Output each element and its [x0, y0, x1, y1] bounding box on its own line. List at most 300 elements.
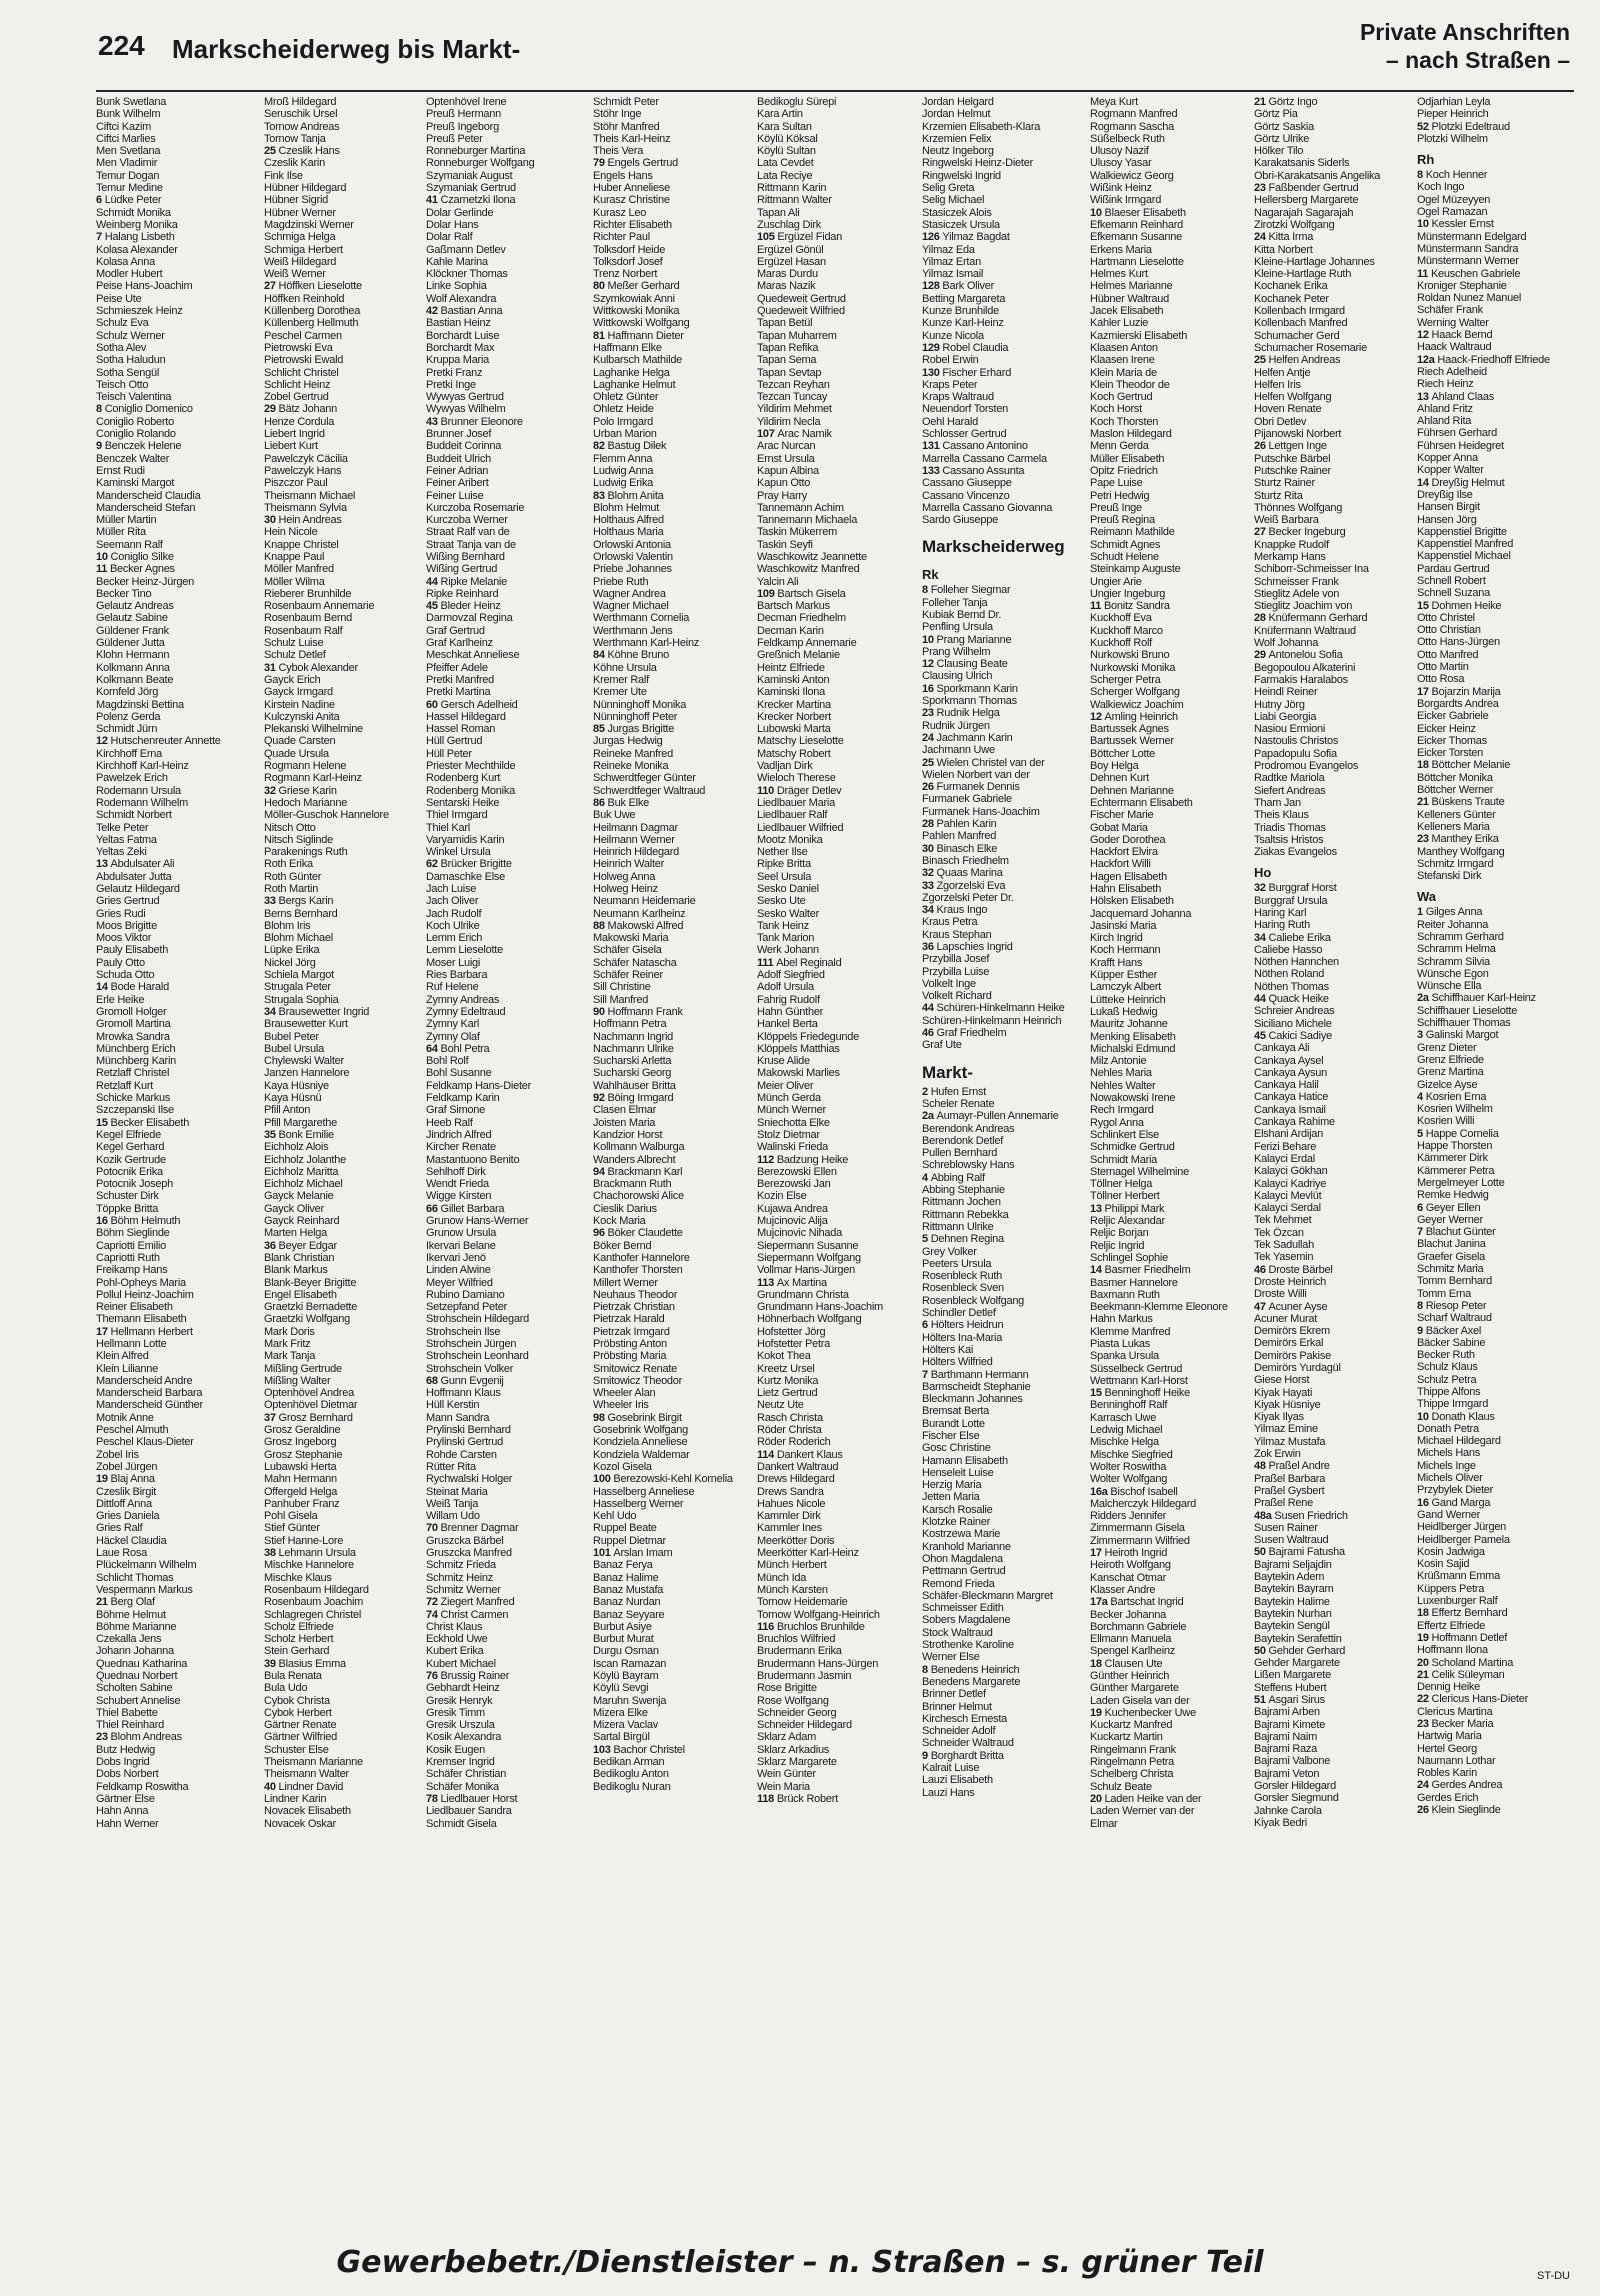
resident-entry: Lemm Lieselotte	[426, 944, 503, 957]
resident-entry: Wendt Frieda	[426, 1178, 489, 1191]
resident-entry: Rittmann Jochen	[922, 1196, 1001, 1209]
resident-entry: Kirstein Nadine	[264, 698, 335, 711]
resident-entry: Holthaus Maria	[593, 526, 664, 539]
resident-entry: Zymny Olaf	[426, 1030, 480, 1043]
resident-entry: Kircher Renate	[426, 1141, 496, 1154]
resident-entry: Drews Hildegard	[757, 1473, 835, 1486]
resident-entry: Gizelce Ayse	[1417, 1078, 1478, 1091]
resident-entry: Theismann Walter	[264, 1768, 349, 1781]
resident-entry: 17 Bojarzin Marija	[1417, 685, 1501, 698]
resident-entry: Demirörs Ekrem	[1254, 1325, 1330, 1338]
resident-entry: Yildirim Necla	[757, 415, 821, 428]
resident-entry: 23 Rudnik Helga	[922, 707, 1000, 720]
resident-entry: Kleine-Hartlage Ruth	[1254, 268, 1352, 281]
resident-entry: Kosrien Wilhelm	[1417, 1103, 1493, 1116]
resident-entry: Reimann Mathilde	[1090, 526, 1175, 539]
letter-heading: Wa	[1417, 889, 1437, 905]
resident-entry: Preuß Peter	[426, 132, 483, 145]
resident-entry: 72 Ziegert Manfred	[426, 1596, 515, 1609]
resident-entry: Ludwig Erika	[593, 477, 653, 490]
resident-entry: Kozik Gertrude	[96, 1153, 166, 1166]
resident-entry: Wahlhäuser Britta	[593, 1079, 676, 1092]
resident-entry: Mann Sandra	[426, 1411, 490, 1424]
resident-entry: Fischer Else	[922, 1429, 980, 1442]
resident-entry: Chylewski Walter	[264, 1055, 344, 1068]
resident-entry: Gayck Erich	[264, 673, 321, 686]
resident-entry: Przybilla Luise	[922, 965, 990, 978]
resident-entry: Nurkowski Monika	[1090, 661, 1176, 674]
resident-entry: Strugala Sophia	[264, 993, 339, 1006]
resident-entry: Kunze Brunhilde	[922, 305, 999, 318]
resident-entry: Hübner Hildegard	[264, 182, 347, 195]
resident-entry: Preuß Hermann	[426, 108, 502, 121]
resident-entry: Sesko Daniel	[757, 883, 819, 895]
resident-entry: Gerdes Erich	[1417, 1791, 1479, 1804]
resident-entry: Lubowski Marta	[757, 723, 831, 736]
resident-entry: Zymny Edeltraud	[426, 1005, 506, 1018]
house-number: 90	[593, 1005, 608, 1018]
resident-entry: Rogmann Helene	[264, 760, 347, 773]
resident-entry: Selig Michael	[922, 194, 985, 207]
house-number: 15	[96, 1116, 111, 1129]
house-number: 103	[593, 1743, 614, 1756]
resident-entry: Kozin Else	[757, 1190, 807, 1203]
resident-entry: Ogel Müzeyyen	[1417, 193, 1491, 206]
resident-entry: Brudermann Jasmin	[757, 1670, 852, 1682]
house-number: 116	[757, 1620, 777, 1633]
resident-entry: Dolar Ralf	[426, 231, 473, 244]
resident-entry: Kalayci Kadriye	[1254, 1177, 1327, 1190]
resident-entry: Otto Christel	[1417, 611, 1475, 624]
resident-entry: Strugala Peter	[264, 981, 331, 994]
house-number: 41	[426, 194, 441, 207]
resident-entry: 5 Happe Cornelia	[1417, 1127, 1499, 1140]
resident-entry: Hüll Kerstin	[426, 1399, 480, 1412]
resident-entry: Sotha Alev	[96, 341, 147, 354]
resident-entry: Berns Bernhard	[264, 907, 338, 920]
resident-entry: Lamczyk Albert	[1090, 981, 1162, 994]
house-number: 78	[426, 1792, 441, 1805]
resident-entry: Meerkötter Doris	[757, 1534, 835, 1547]
resident-entry: Kegel Gerhard	[96, 1141, 165, 1154]
resident-entry: 11 Keuschen Gabriele	[1417, 267, 1521, 280]
resident-entry: Stief Günter	[264, 1522, 320, 1535]
resident-entry: Hoffmann Petra	[593, 1018, 667, 1031]
resident-entry: Henze Cordula	[264, 415, 335, 428]
resident-entry: Kolasa Alexander	[96, 243, 178, 256]
resident-entry: 42 Bastian Anna	[426, 305, 503, 318]
resident-entry: Borgardts Andrea	[1417, 697, 1499, 710]
resident-entry: Eichholz Alois	[264, 1141, 329, 1154]
resident-entry: Lauzi Elisabeth	[922, 1774, 993, 1787]
resident-entry: Banaz Seyyare	[593, 1608, 665, 1621]
resident-entry: Quade Ursula	[264, 747, 329, 760]
resident-entry: Mark Tanja	[264, 1350, 316, 1363]
resident-entry: 12 Hutschenreuter Annette	[96, 735, 221, 748]
resident-entry: Praßel Gysbert	[1254, 1484, 1325, 1497]
resident-entry: Yildirim Mehmet	[757, 403, 832, 416]
resident-entry: Donath Petra	[1417, 1422, 1479, 1435]
house-number: 7	[922, 1368, 931, 1381]
resident-entry: Kollenbach Manfred	[1254, 317, 1348, 330]
resident-entry: Laghanke Helmut	[593, 378, 676, 391]
resident-entry: Scheler Renate	[922, 1097, 995, 1110]
house-number: 101	[593, 1547, 614, 1560]
resident-entry: Burbut Murat	[593, 1633, 654, 1646]
resident-entry: 85 Jurgas Brigitte	[593, 723, 675, 736]
resident-entry: Capriotti Ruth	[96, 1251, 160, 1264]
resident-entry: Dolar Gerlinde	[426, 206, 494, 219]
resident-entry: Coniglio Rolando	[96, 428, 176, 441]
resident-entry: Stolz Dietmar	[757, 1128, 820, 1141]
directory-column	[922, 96, 1080, 2216]
resident-entry: Hölters Kai	[922, 1343, 974, 1356]
resident-entry: Kaminski Ilona	[757, 686, 826, 699]
resident-entry: Gorsler Siegmund	[1254, 1792, 1339, 1805]
resident-entry: Echtermann Elisabeth	[1090, 796, 1193, 809]
resident-entry: Kochanek Peter	[1254, 292, 1329, 305]
resident-entry: Temur Dogan	[96, 169, 160, 182]
resident-entry: Gosc Christine	[922, 1442, 991, 1455]
resident-entry: Kiyak Ilyas	[1254, 1411, 1304, 1424]
resident-entry: Pawelczyk Hans	[264, 464, 342, 477]
resident-entry: Koch Thorsten	[1090, 415, 1159, 428]
resident-entry: 4 Abbing Ralf	[922, 1171, 985, 1184]
resident-entry: Kammler Ines	[757, 1522, 822, 1535]
resident-entry: 36 Beyer Edgar	[264, 1239, 337, 1252]
resident-entry: Michels Oliver	[1417, 1472, 1483, 1485]
resident-entry: 101 Arslan Imam	[593, 1547, 673, 1560]
resident-entry: 5 Dehnen Regina	[922, 1233, 1004, 1246]
resident-entry: Polo Irmgard	[593, 415, 653, 428]
resident-entry: 21 Görtz Ingo	[1254, 96, 1318, 108]
resident-entry: 39 Blasius Emma	[264, 1657, 346, 1670]
resident-entry: Urban Marion	[593, 428, 657, 441]
letter-heading: Ho	[1254, 865, 1272, 881]
resident-entry: Hartmann Lieselotte	[1090, 255, 1184, 268]
resident-entry: Lata Reciye	[757, 169, 813, 182]
resident-entry: Makowski Maria	[593, 932, 669, 945]
resident-entry: Nehles Maria	[1090, 1067, 1152, 1080]
house-number: 131	[922, 440, 943, 453]
house-number: 34	[1254, 931, 1269, 944]
house-number: 27	[264, 280, 279, 293]
resident-entry: Magdzinski Werner	[264, 218, 354, 231]
resident-entry: Röder Christa	[757, 1424, 822, 1437]
resident-entry: Otto Hans-Jürgen	[1417, 636, 1500, 649]
resident-entry: Pohl Gisela	[264, 1510, 318, 1523]
house-number: 23	[1417, 1718, 1432, 1730]
resident-entry: Eicker Gabriele	[1417, 710, 1489, 723]
resident-entry: Feldkamp Roswitha	[96, 1780, 189, 1793]
house-number: 76	[426, 1670, 441, 1682]
resident-entry: Schnell Suzana	[1417, 587, 1490, 600]
resident-entry: Zok Erwin	[1254, 1448, 1301, 1461]
resident-entry: Klohn Hermann	[96, 649, 170, 662]
resident-entry: Schmidt Gisela	[426, 1817, 497, 1830]
resident-entry: Walkiewicz Georg	[1090, 169, 1174, 182]
resident-entry: Kolasa Anna	[96, 255, 156, 268]
resident-entry: Wolf Alexandra	[426, 292, 497, 305]
resident-entry: Ringelmann Petra	[1090, 1756, 1175, 1769]
resident-entry: 14 Bode Harald	[96, 981, 169, 994]
resident-entry: Preuß Ingeborg	[426, 120, 499, 133]
house-number: 6	[922, 1319, 931, 1332]
resident-entry: Hoven Renate	[1254, 403, 1322, 416]
resident-entry: Sporkmann Thomas	[922, 695, 1017, 708]
resident-entry: Szymkowiak Anni	[593, 292, 675, 305]
resident-entry: Walkiewicz Joachim	[1090, 698, 1184, 711]
resident-entry: Kalayci Serdal	[1254, 1202, 1321, 1215]
resident-entry: Ernst Rudi	[96, 464, 145, 477]
resident-entry: Helmes Marianne	[1090, 280, 1173, 293]
resident-entry: Feldkamp Hans-Dieter	[426, 1079, 532, 1092]
resident-entry: Stasiczek Alois	[922, 206, 992, 219]
resident-entry: 13 Philippi Mark	[1090, 1202, 1165, 1215]
house-number: 23	[1254, 182, 1269, 195]
resident-entry: Marrella Cassano Carmela	[922, 452, 1047, 465]
resident-entry: 107 Arac Namik	[757, 428, 832, 441]
resident-entry: Lindner Karin	[264, 1792, 327, 1805]
house-number: 28	[922, 818, 937, 831]
resident-entry: Moos Viktor	[96, 932, 152, 945]
resident-entry: Thiel Irmgard	[426, 809, 488, 822]
resident-entry: Ulusoy Yasar	[1090, 157, 1152, 170]
resident-entry: Manderscheid Andre	[96, 1374, 193, 1387]
resident-entry: Bunk Wilhelm	[96, 108, 161, 121]
resident-entry: Höffken Reinhold	[264, 292, 345, 305]
resident-entry: Tomm Bernhard	[1417, 1275, 1493, 1288]
resident-entry: 12 Haack Bernd	[1417, 329, 1493, 342]
resident-entry: Optenhövel Irene	[426, 96, 507, 108]
resident-entry: 22 Clericus Hans-Dieter	[1417, 1693, 1529, 1706]
resident-entry: Gärtner Renate	[264, 1719, 337, 1732]
resident-entry: Krzemien Elisabeth-Klara	[922, 120, 1041, 133]
resident-entry: Lata Cevdet	[757, 157, 814, 170]
house-number: 39	[264, 1657, 279, 1670]
resident-entry: 24 Kitta Irma	[1254, 231, 1314, 244]
resident-entry: Kurczoba Werner	[426, 514, 508, 527]
resident-entry: Neutz Ingeborg	[922, 145, 994, 158]
resident-entry: Pray Harry	[757, 489, 808, 502]
resident-entry: Hasselberg Werner	[593, 1497, 684, 1510]
resident-entry: Zobel Iris	[96, 1448, 139, 1461]
resident-entry: Rosenbaum Ralf	[264, 624, 343, 637]
resident-entry: Nasiou Ermioni	[1254, 723, 1326, 736]
resident-entry: Dittloff Anna	[96, 1497, 152, 1510]
resident-entry: Maslon Hildegard	[1090, 428, 1172, 441]
resident-entry: Thiel Reinhard	[96, 1719, 165, 1732]
resident-entry: Tank Marion	[757, 932, 815, 945]
resident-entry: Bajrami Raza	[1254, 1743, 1318, 1756]
resident-entry: Fink Ilse	[264, 169, 303, 182]
resident-entry: Bedikoglu Sürepi	[757, 96, 837, 108]
resident-entry: 74 Christ Carmen	[426, 1608, 509, 1621]
resident-entry: Tornow Wolfgang-Heinrich	[757, 1608, 880, 1621]
resident-entry: Strohschein Jürgen	[426, 1337, 517, 1350]
resident-entry: Bastian Heinz	[426, 317, 491, 330]
resident-entry: Maras Nazik	[757, 280, 816, 293]
resident-entry: 116 Bruchlos Brunhilde	[757, 1620, 865, 1633]
resident-entry: Schramm Gerhard	[1417, 931, 1504, 943]
resident-entry: Koch Ulrike	[426, 919, 480, 932]
resident-entry: Kremer Ute	[593, 686, 647, 699]
resident-entry: Rosenbleck Ruth	[922, 1270, 1003, 1283]
resident-entry: Kraus Petra	[922, 916, 978, 929]
resident-entry: Putschke Bärbel	[1254, 452, 1331, 465]
resident-entry: Trenz Norbert	[593, 268, 658, 281]
resident-entry: Mastantuono Benito	[426, 1153, 520, 1166]
resident-entry: Bajrami Seljajdin	[1254, 1558, 1332, 1571]
resident-entry: Thippe Alfons	[1417, 1385, 1481, 1398]
resident-entry: Smitowicz Renate	[593, 1362, 678, 1375]
resident-entry: Strothenke Karoline	[922, 1639, 1014, 1652]
resident-entry: Liedlbauer Ralf	[757, 809, 828, 822]
resident-entry: Wolter Wolfgang	[1090, 1473, 1168, 1486]
resident-entry: Schmieszek Heinz	[96, 305, 183, 318]
resident-entry: Hackfort Elvira	[1090, 846, 1158, 859]
resident-entry: Schlingel Sophie	[1090, 1251, 1168, 1264]
resident-entry: Sartal Birgül	[593, 1731, 650, 1744]
resident-entry: Kirchesch Ernesta	[922, 1712, 1008, 1725]
resident-entry: Siciliano Michele	[1254, 1017, 1332, 1030]
resident-entry: 28 Knüfermann Gerhard	[1254, 612, 1368, 625]
house-number: 23	[96, 1731, 111, 1744]
resident-entry: Penfling Ursula	[922, 621, 993, 634]
resident-entry: Hölters Wilfried	[922, 1356, 993, 1369]
resident-entry: Töllner Herbert	[1090, 1190, 1160, 1203]
resident-entry: Pfill Margarethe	[264, 1116, 338, 1129]
directory-column	[426, 96, 584, 2216]
house-number: 33	[922, 879, 937, 892]
resident-entry: 29 Bätz Johann	[264, 403, 337, 416]
house-number: 18	[1417, 1607, 1432, 1620]
resident-entry: Siepermann Wolfgang	[757, 1251, 861, 1264]
resident-entry: Pijanowski Norbert	[1254, 428, 1342, 441]
resident-entry: Lütteke Heinrich	[1090, 993, 1166, 1006]
resident-entry: Bubel Peter	[264, 1030, 319, 1043]
house-number: 79	[593, 157, 608, 170]
house-number: 24	[1417, 1779, 1432, 1792]
resident-entry: Ciftci Kazim	[96, 120, 152, 133]
resident-entry: Parakenings Ruth	[264, 846, 348, 859]
resident-entry: Ziakas Evangelos	[1254, 846, 1337, 859]
resident-entry: Tapan Ali	[757, 206, 800, 219]
resident-entry: Köylü Köksal	[757, 132, 818, 145]
resident-entry: Ruppel Beate	[593, 1522, 657, 1535]
resident-entry: Hölters Ina-Maria	[922, 1331, 1003, 1344]
house-number: 74	[426, 1608, 441, 1621]
resident-entry: Schmeisser Frank	[1254, 575, 1339, 588]
resident-entry: Hahn Werner	[96, 1817, 159, 1830]
resident-entry: Kapun Otto	[757, 477, 811, 490]
resident-entry: Weiß Hildegard	[264, 255, 337, 268]
resident-entry: Koch Gertrud	[1090, 391, 1153, 404]
letter-heading: Rk	[922, 567, 939, 583]
resident-entry: Pretki Franz	[426, 366, 483, 379]
resident-entry: Czekalla Jens	[96, 1633, 162, 1646]
resident-entry: Borchmann Gabriele	[1090, 1620, 1187, 1633]
resident-entry: Bunk Swetlana	[96, 96, 167, 108]
resident-entry: Münstermann Werner	[1417, 255, 1519, 268]
resident-entry: Kanschat Otmar	[1090, 1571, 1166, 1584]
resident-entry: Bajrami Naim	[1254, 1730, 1318, 1743]
resident-entry: Cankaya Halil	[1254, 1079, 1319, 1092]
resident-entry: Böhme Helmut	[96, 1608, 166, 1621]
resident-entry: Töppke Britta	[96, 1202, 159, 1215]
resident-entry: Demirörs Yurdagül	[1254, 1361, 1341, 1374]
resident-entry: Rittmann Rebekka	[922, 1208, 1009, 1221]
resident-entry: Pretki Inge	[426, 378, 476, 391]
resident-entry: Yeltas Fatma	[96, 833, 157, 846]
resident-entry: Klöckner Thomas	[426, 268, 508, 281]
house-number: 111	[757, 956, 777, 969]
resident-entry: Feiner Adrian	[426, 464, 489, 477]
house-number: 5	[922, 1233, 931, 1246]
resident-entry: Cassano Vincenzo	[922, 489, 1010, 502]
resident-entry: Engels Hans	[593, 169, 653, 182]
house-number: 17	[1417, 685, 1432, 698]
resident-entry: Wheeler Iris	[593, 1399, 649, 1412]
resident-entry: Eichholz Michael	[264, 1178, 343, 1191]
resident-entry: Cassano Giuseppe	[922, 477, 1012, 490]
resident-entry: 88 Makowski Alfred	[593, 919, 684, 932]
resident-entry: 26 Furmanek Dennis	[922, 781, 1020, 794]
resident-entry: Baytekin Serafettin	[1254, 1632, 1342, 1645]
resident-entry: Nachmann Ulrike	[593, 1042, 674, 1055]
resident-entry: Laden Gisela van der	[1090, 1694, 1190, 1707]
resident-entry: 10 Donath Klaus	[1417, 1410, 1495, 1423]
resident-entry: 17 Heiroth Ingrid	[1090, 1547, 1168, 1560]
resident-entry: Grunow Hans-Werner	[426, 1215, 529, 1228]
resident-entry: Preuß Inge	[1090, 501, 1142, 514]
resident-entry: 47 Acuner Ayse	[1254, 1300, 1328, 1313]
resident-entry: Sturtz Rita	[1254, 489, 1303, 502]
resident-entry: Roldan Nunez Manuel	[1417, 292, 1522, 305]
resident-entry: Hübner Waltraud	[1090, 292, 1169, 305]
resident-entry: Meier Oliver	[757, 1079, 814, 1092]
resident-entry: Kujawa Andrea	[757, 1202, 828, 1215]
resident-entry: Triadis Thomas	[1254, 821, 1326, 834]
street-heading: Markscheiderweg	[922, 537, 1065, 557]
resident-entry: Clericus Martina	[1417, 1705, 1493, 1718]
resident-entry: Kondziela Waldemar	[593, 1448, 690, 1461]
house-number: 25	[922, 756, 937, 769]
house-number: 50	[1254, 1644, 1269, 1657]
resident-entry: Eichholz Maritta	[264, 1165, 339, 1178]
resident-entry: Hamann Elisabeth	[922, 1454, 1008, 1467]
house-number: 88	[593, 919, 608, 932]
resident-entry: Pawelczyk Cäcilia	[264, 452, 348, 465]
resident-entry: Schmidt Peter	[593, 96, 659, 108]
resident-entry: Hübner Werner	[264, 206, 336, 219]
resident-entry: Hübner Sigrid	[264, 194, 329, 207]
resident-entry: Klein Alfred	[96, 1350, 149, 1363]
directory-column	[96, 96, 254, 2216]
resident-entry: Willam Udo	[426, 1510, 480, 1523]
resident-entry: Steinkamp Auguste	[1090, 563, 1181, 576]
resident-entry: Ronneburger Martina	[426, 145, 526, 158]
resident-entry: Przybilla Josef	[922, 953, 990, 966]
resident-entry: Sesko Walter	[757, 907, 820, 920]
resident-entry: 21 Berg Olaf	[96, 1596, 155, 1609]
resident-entry: Mauritz Johanne	[1090, 1018, 1168, 1031]
resident-entry: Kuckhoff Marco	[1090, 624, 1163, 637]
resident-entry: Tannemann Michaela	[757, 514, 858, 527]
resident-entry: Schmidt Agnes	[1090, 538, 1161, 551]
resident-entry: Heintz Elfriede	[757, 661, 825, 674]
house-number: 94	[593, 1165, 608, 1178]
